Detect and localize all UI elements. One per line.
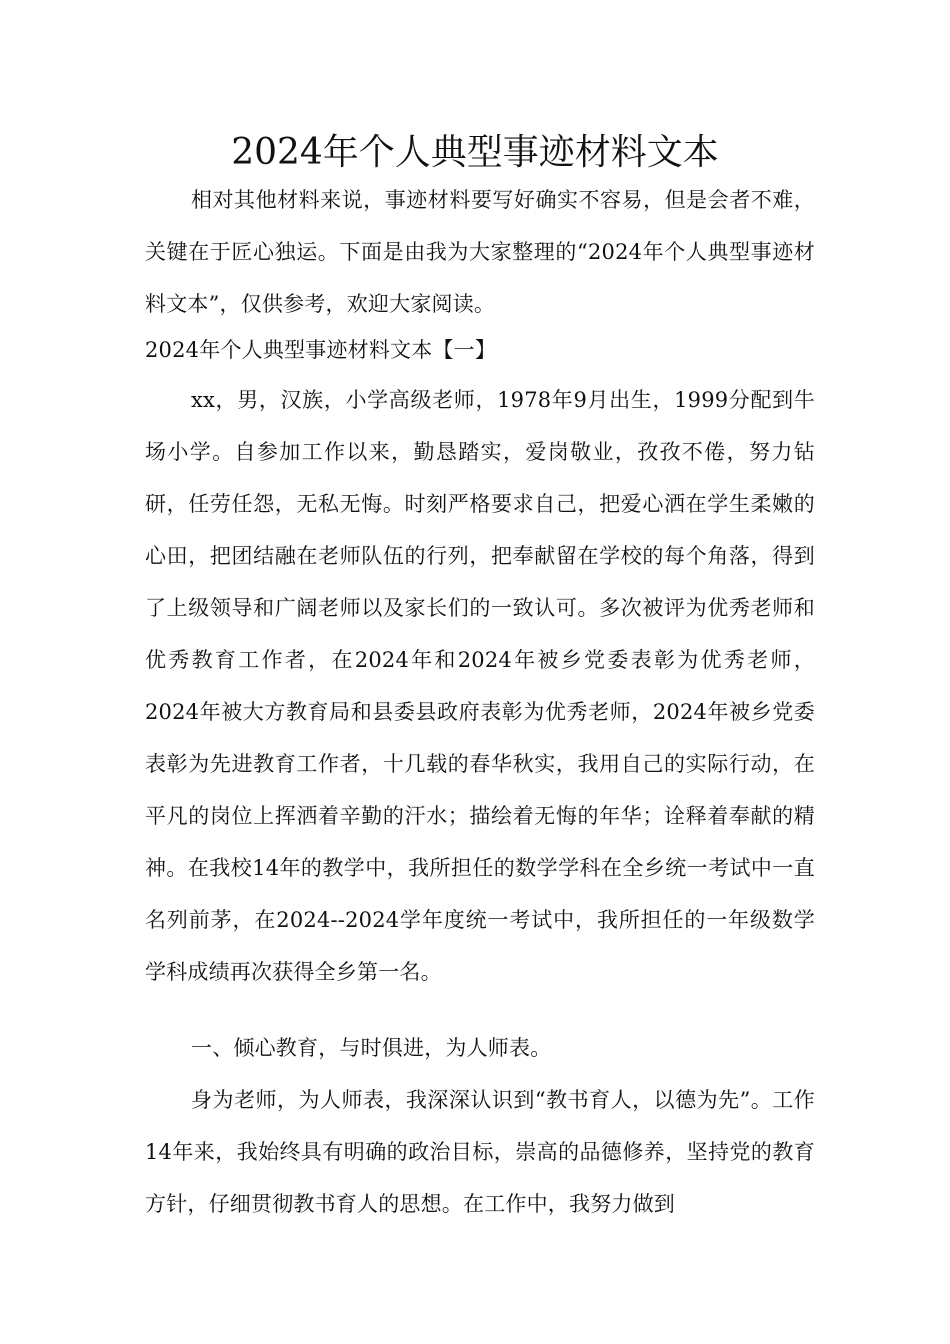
bio-paragraph: xx，男，汉族，小学高级老师，1978年9月出生，1999分配到牛场小学。自参加工作以来，勤恳踏实，爱岗敬业，孜孜不倦，努力钻研，任劳任怨，无私无悔。时刻严格要求自己，把爱心洒在学生柔嫩的心田，把团结融在老师队伍的行列，把奉献留在学校的每个角落，得到了上级领导和广阔老师以及家长们的一致认可。多次被评为优秀老师和优秀教育工作者，在2024年和2024年被乡党委表彰为优秀老师，2024年被大方教育局和县委县政府表彰为优秀老师，2024年被乡党委表彰为先进教育工作者，十几载的春华秋实，我用自己的实际行动，在平凡的岗位上挥洒着辛勤的汗水；描绘着无悔的年华；诠释着奉献的精神。在我校14年的教学中，我所担任的数学学科在全乡统一考试中一直名列前茅，在2024--2024学年度统一考试中，我所担任的一年级数学学科成绩再次获得全乡第一名。 [145,388,815,984]
section-heading-1: 一、倾心教育，与时俱进，为人师表。 [191,1036,552,1060]
section-title: 2024年个人典型事迹材料文本【一】 [145,338,497,362]
teaching-paragraph: 身为老师，为人师表，我深深认识到“教书育人，以德为先”。工作14年来，我始终具有明确的政治目标，崇高的品德修养，坚持党的教育方针，仔细贯彻教书育人的思想。在工作中，我努力做到 [145,1088,815,1216]
intro-paragraph: 相对其他材料来说，事迹材料要写好确实不容易，但是会者不难，关键在于匠心独运。下面是由我为大家整理的“2024年个人典型事迹材料文本”，仅供参考，欢迎大家阅读。 [145,188,815,316]
document-title: 2024年个人典型事迹材料文本 [231,132,719,173]
